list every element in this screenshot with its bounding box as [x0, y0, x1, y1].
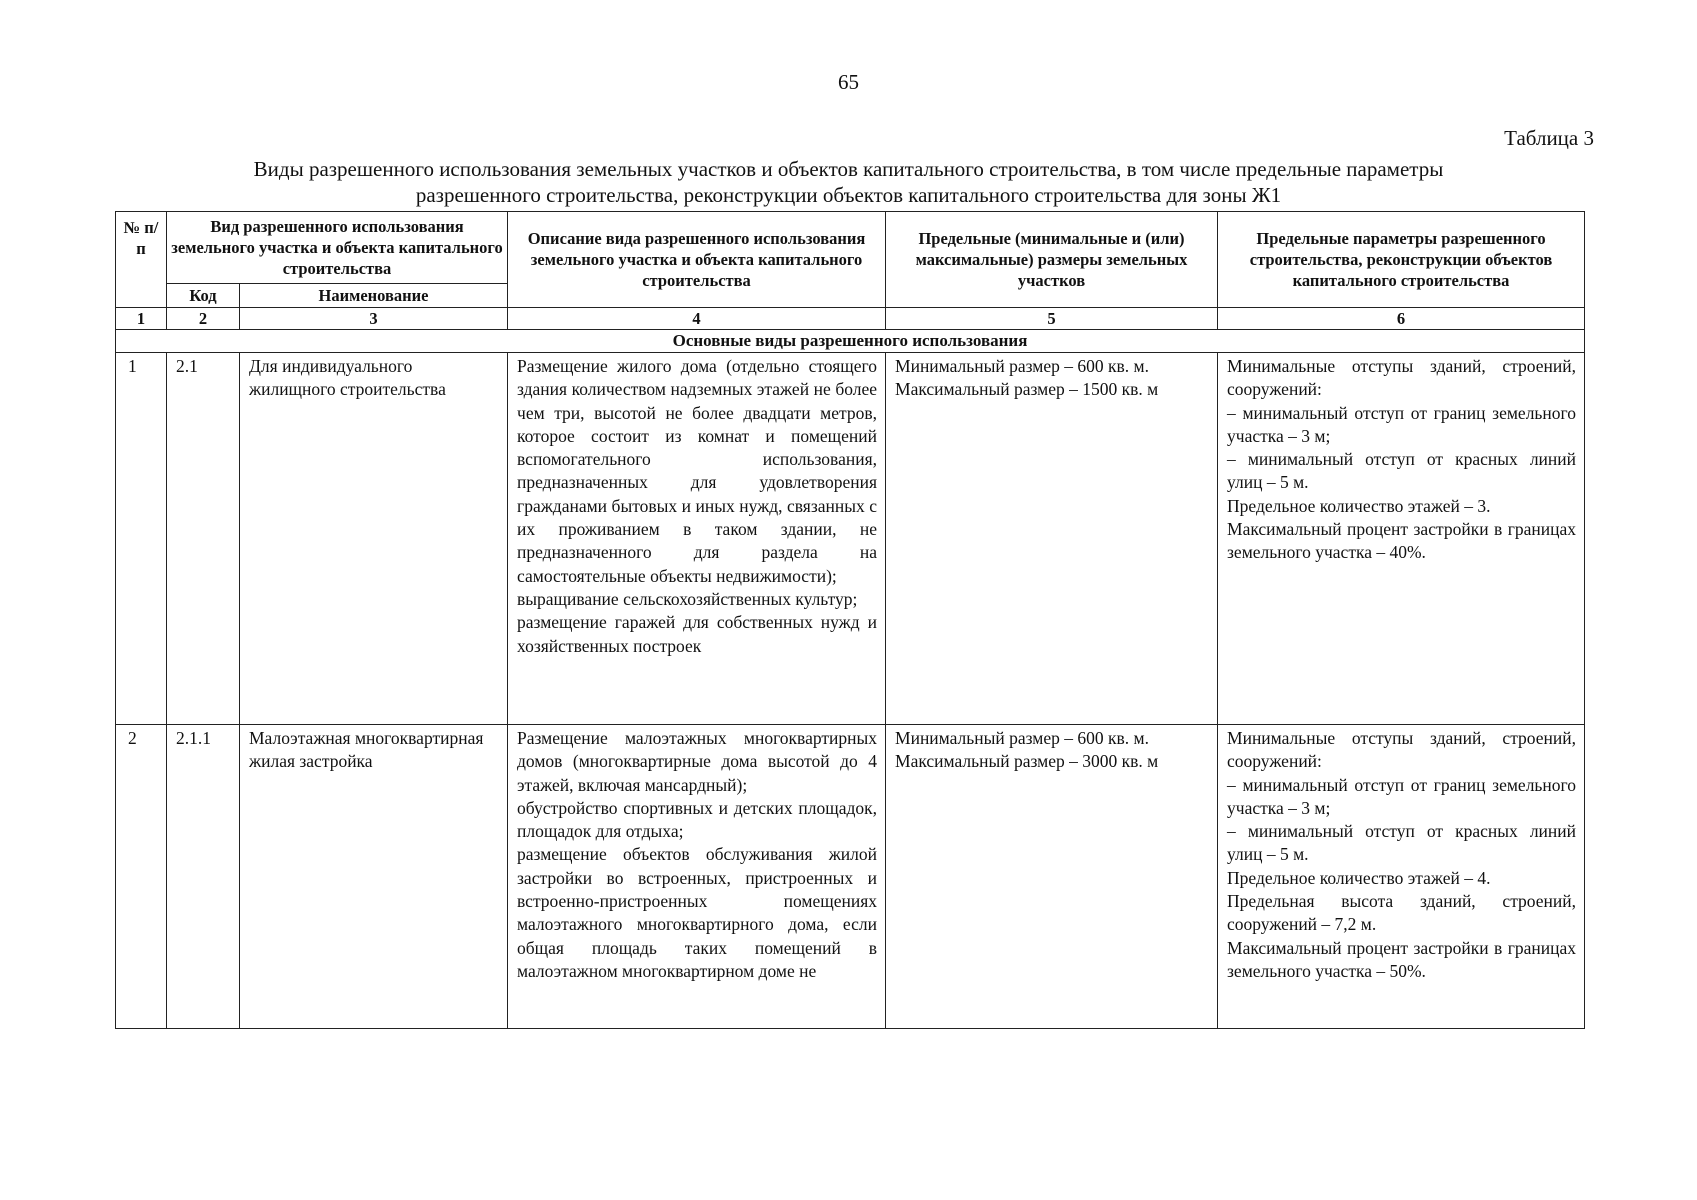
section-title: Основные виды разрешенного использования [116, 330, 1585, 353]
row-code: 2.1 [167, 353, 240, 725]
description-clip [517, 727, 877, 1028]
header-name: Наименование [240, 284, 508, 308]
header-params: Предельные параметры разрешенного строительства, реконструкции объектов капитального строительства [1218, 212, 1585, 308]
description-line: выращивание сельскохозяйственных культур; [517, 588, 858, 609]
column-number: 5 [886, 308, 1218, 330]
param-line: Минимальные отступы зданий, строений, сооружений: [1227, 356, 1577, 400]
table-row [116, 725, 1585, 1029]
column-number: 6 [1218, 308, 1585, 330]
header-code: Код [167, 284, 240, 308]
page-number: 65 [838, 70, 859, 94]
header-num: № п/п [116, 212, 167, 308]
param-line: Предельная высота зданий, строений, сооружений – 7,2 м. [1227, 891, 1577, 935]
row-code: 2.1.1 [167, 725, 240, 1029]
row-number: 2 [116, 725, 167, 1029]
row-name: Для индивидуального жилищного строительства [240, 353, 508, 725]
size-line: Минимальный размер – 600 кв. м. [895, 728, 1149, 748]
table-title [115, 156, 1582, 208]
row-number: 1 [116, 353, 167, 725]
description-line: размещение гаражей для собственных нужд и хозяйственных построек [517, 612, 878, 656]
param-line: – минимальный отступ от границ земельного участка – 3 м; [1227, 774, 1577, 818]
header-sizes: Предельные (минимальные и (или) максимальные) размеры земельных участков [886, 212, 1218, 308]
row-description [508, 725, 886, 1029]
param-line: – минимальный отступ от красных линий улиц – 5 м. [1227, 821, 1577, 865]
column-number: 1 [116, 308, 167, 330]
table-title-line: разрешенного строительства, реконструкции объектов капитального строительства для зоны Ж1 [415, 183, 1282, 207]
row-params [1218, 725, 1585, 1029]
param-line: – минимальный отступ от границ земельного участка – 3 м; [1227, 402, 1577, 446]
column-number: 4 [508, 308, 886, 330]
zone-table [115, 211, 1585, 1029]
param-line: Предельное количество этажей – 3. [1227, 495, 1491, 516]
row-params [1218, 353, 1585, 725]
description-line: Размещение малоэтажных многоквартирных домов (многоквартирные дома высотой до 4 этажей, включая мансардный); [517, 728, 878, 795]
param-line: Предельное количество этажей – 4. [1227, 867, 1491, 888]
header-vid: Вид разрешенного использования земельного участка и объекта капитального строительства [167, 212, 508, 284]
table-label: Таблица 3 [1504, 126, 1594, 150]
size-line: Максимальный размер – 1500 кв. м [895, 379, 1159, 400]
row-sizes [886, 725, 1218, 1029]
param-line: Минимальные отступы зданий, строений, сооружений: [1227, 728, 1577, 772]
param-line: Максимальный процент застройки в границах земельного участка – 50%. [1227, 937, 1577, 981]
description-line: обустройство спортивных и детских площадок, площадок для отдыха; [517, 797, 878, 842]
param-line: – минимальный отступ от красных линий улиц – 5 м. [1227, 449, 1577, 493]
description-line: Размещение жилого дома (отдельно стоящего здания количеством надземных этажей не более чем три, высотой не более двадцати метров, которое состоит из комнат и помещений вспомогательного использования, предназначенных для удовлетворения гражданами бытовых и иных нужд, связанных с их проживанием в таком здании, не предназначенного для раздела на самостоятельные объекты недвижимости); [517, 356, 878, 586]
description-line: размещение объектов обслуживания жилой застройки во встроенных, пристроенных и встроенно-пристроенных помещениях малоэтажного многоквартирного дома, если общая площадь таких помещений в малоэтажном многоквартирном доме не [517, 844, 878, 981]
row-description [508, 353, 886, 725]
column-number: 2 [167, 308, 240, 330]
param-line: Максимальный процент застройки в границах земельного участка – 40%. [1227, 519, 1577, 563]
header-description: Описание вида разрешенного использования земельного участка и объекта капитального строительства [508, 212, 886, 308]
column-number: 3 [240, 308, 508, 330]
table-row [116, 353, 1585, 725]
row-name: Малоэтажная многоквартирная жилая застройка [240, 725, 508, 1029]
table-title-line: Виды разрешенного использования земельных участков и объектов капитального строительства, в том числе предельные параметры [253, 157, 1444, 181]
row-sizes [886, 353, 1218, 725]
size-line: Минимальный размер – 600 кв. м. [895, 356, 1149, 376]
size-line: Максимальный размер – 3000 кв. м [895, 751, 1159, 772]
